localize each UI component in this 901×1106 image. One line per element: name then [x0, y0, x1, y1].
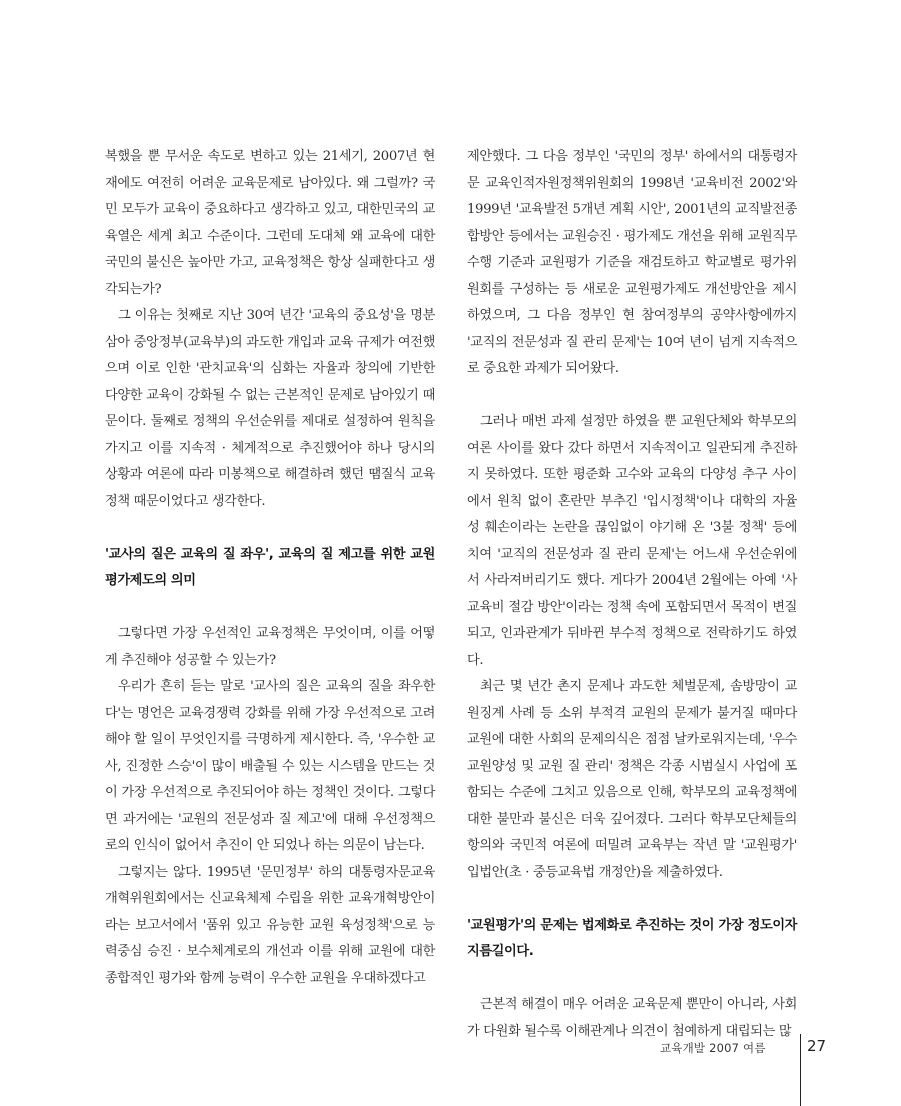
- spacer: [105, 595, 435, 622]
- paragraph: 복했을 뿐 무서운 속도로 변하고 있는 21세기, 2007년 현재에도 여전히 어려운 교육문제로 남아있다. 왜 그럴까? 국민 모두가 교육이 중요하다고 생각하고 있고, 대한민국의 교육열은 세계 최고 수준이다. 그런데 도대체 왜 교육에 대한 국민의 불신은 높아만 가고, 교육정책은 항상 실패한다고 생각되는가?: [105, 149, 435, 297]
- paragraph: 그렇지는 않다. 1995년 '문민정부' 하의 대통령자문교육개혁위원회에서는 신교육체제 수립을 위한 교육개혁방안이라는 보고서에서 '품위 있고 유능한 교원 육성정책'으로 능력중심 승진 · 보수체계로의 개선과 이를 위해 교원에 대한 종합적인 평가와 함께 능력이 우수한 교원을 우대하겠다고: [105, 864, 435, 986]
- section-heading: '교원평가'의 문제는 법제화로 추진하는 것이 가장 정도이자 지름길이다.: [467, 917, 797, 959]
- publication-footer: 교육개발 2007 여름: [660, 1041, 766, 1055]
- paragraph: 최근 몇 년간 촌지 문제나 과도한 체벌문제, 솜방망이 교원징계 사례 등 소위 부적격 교원의 문제가 불거질 때마다 교원에 대한 사회의 문제의식은 점점 날카로워지는데, '우수 교원양성 및 교원 질 관리' 정책은 각종 시범실시 사업에 포함되는 수준에 그치고 있음으로 인해, 학부모의 교육정책에 대한 불만과 불신은 더욱 깊어졌다. 그러다 학부모단체들의 항의와 국민적 여론에 떠밀려 교육부는 작년 말 '교원평가' 입법안(초 · 중등교육법 개정안)을 제출하였다.: [467, 679, 797, 880]
- spacer: [105, 515, 435, 542]
- paragraph: 우리가 흔히 듣는 말로 '교사의 질은 교육의 질을 좌우한다'는 명언은 교육경쟁력 강화를 위해 가장 우선적으로 고려해야 할 일이 무엇인지를 극명하게 제시한다. 즉, '우수한 교사, 진정한 스승'이 많이 배출될 수 있는 시스템을 만드는 것이 가장 우선적으로 추진되어야 하는 정책인 것이다. 그렇다면 과거에는 '교원의 전문성과 질 제고'에 대해 우선정책으로의 인식이 없어서 추진이 안 되었나 하는 의문이 남는다.: [105, 679, 435, 853]
- paragraph: 그 이유는 첫째로 지난 30여 년간 '교육의 중요성'을 명분삼아 중앙정부(교육부)의 과도한 개입과 교육 규제가 여전했으며 이로 인한 '관치교육'의 심화는 자율과 창의에 기반한 다양한 교육이 강화될 수 없는 근본적인 문제로 남아있기 때문이다. 둘째로 정책의 우선순위를 제대로 설정하여 원칙을 가지고 이를 지속적 · 체계적으로 추진했어야 하나 당시의 상황과 여론에 따라 미봉책으로 해결하려 했던 땜질식 교육정책 때문이었다고 생각한다.: [105, 308, 435, 509]
- paragraph: 그러나 매번 과제 설정만 하였을 뿐 교원단체와 학부모의 여론 사이를 왔다 갔다 하면서 지속적이고 일관되게 추진하지 못하였다. 또한 평준화 고수와 교육의 다양성 추구 사이에서 원칙 없이 혼란만 부추긴 '입시정책'이나 대학의 자율성 훼손이라는 논란을 끊임없이 야기해 온 '3불 정책' 등에 치여 '교직의 전문성과 질 관리 문제'는 어느새 우선순위에서 사라져버리기도 했다. 게다가 2004년 2월에는 아예 '사교육비 절감 방안'이라는 정책 속에 포함되면서 목적이 변질되고, 인과관계가 뒤바뀐 부수적 정책으로 전락하기도 하였다.: [467, 414, 797, 668]
- spacer: [467, 966, 797, 993]
- footer-divider: [800, 1034, 801, 1106]
- page-number: 27: [807, 1037, 827, 1055]
- paragraph: 근본적 해결이 매우 어려운 교육문제 뿐만이 아니라, 사회가 다원화 될수록 이해관계나 의견이 첨예하게 대립되는 많: [467, 997, 797, 1039]
- paragraph: 그렇다면 가장 우선적인 교육정책은 무엇이며, 이를 어떻게 추진해야 성공할 수 있는가?: [105, 626, 435, 668]
- right-column: [467, 144, 797, 1045]
- spacer: [467, 383, 797, 410]
- section-heading: '교사의 질은 교육의 질 좌우', 교육의 질 제고를 위한 교원평가제도의 의미: [105, 546, 435, 588]
- spacer: [467, 886, 797, 913]
- paragraph: 제안했다. 그 다음 정부인 '국민의 정부' 하에서의 대통령자문 교육인적자원정책위원회의 1998년 '교육비전 2002'와 1999년 '교육발전 5개년 계획 시안', 2001년의 교직발전종합방안 등에서는 교원승진 · 평가제도 개선을 위해 교원직무수행 기준과 교원평가 기준을 재검토하고 학교별로 평가위원회를 구성하는 등 새로운 교원평가제도 개선방안을 제시하였으며, 그 다음 정부인 현 참여정부의 공약사항에까지 '교직의 전문성과 질 관리 문제'는 10여 년이 넘게 지속적으로 중요한 과제가 되어왔다.: [467, 149, 797, 376]
- left-column: [105, 144, 435, 992]
